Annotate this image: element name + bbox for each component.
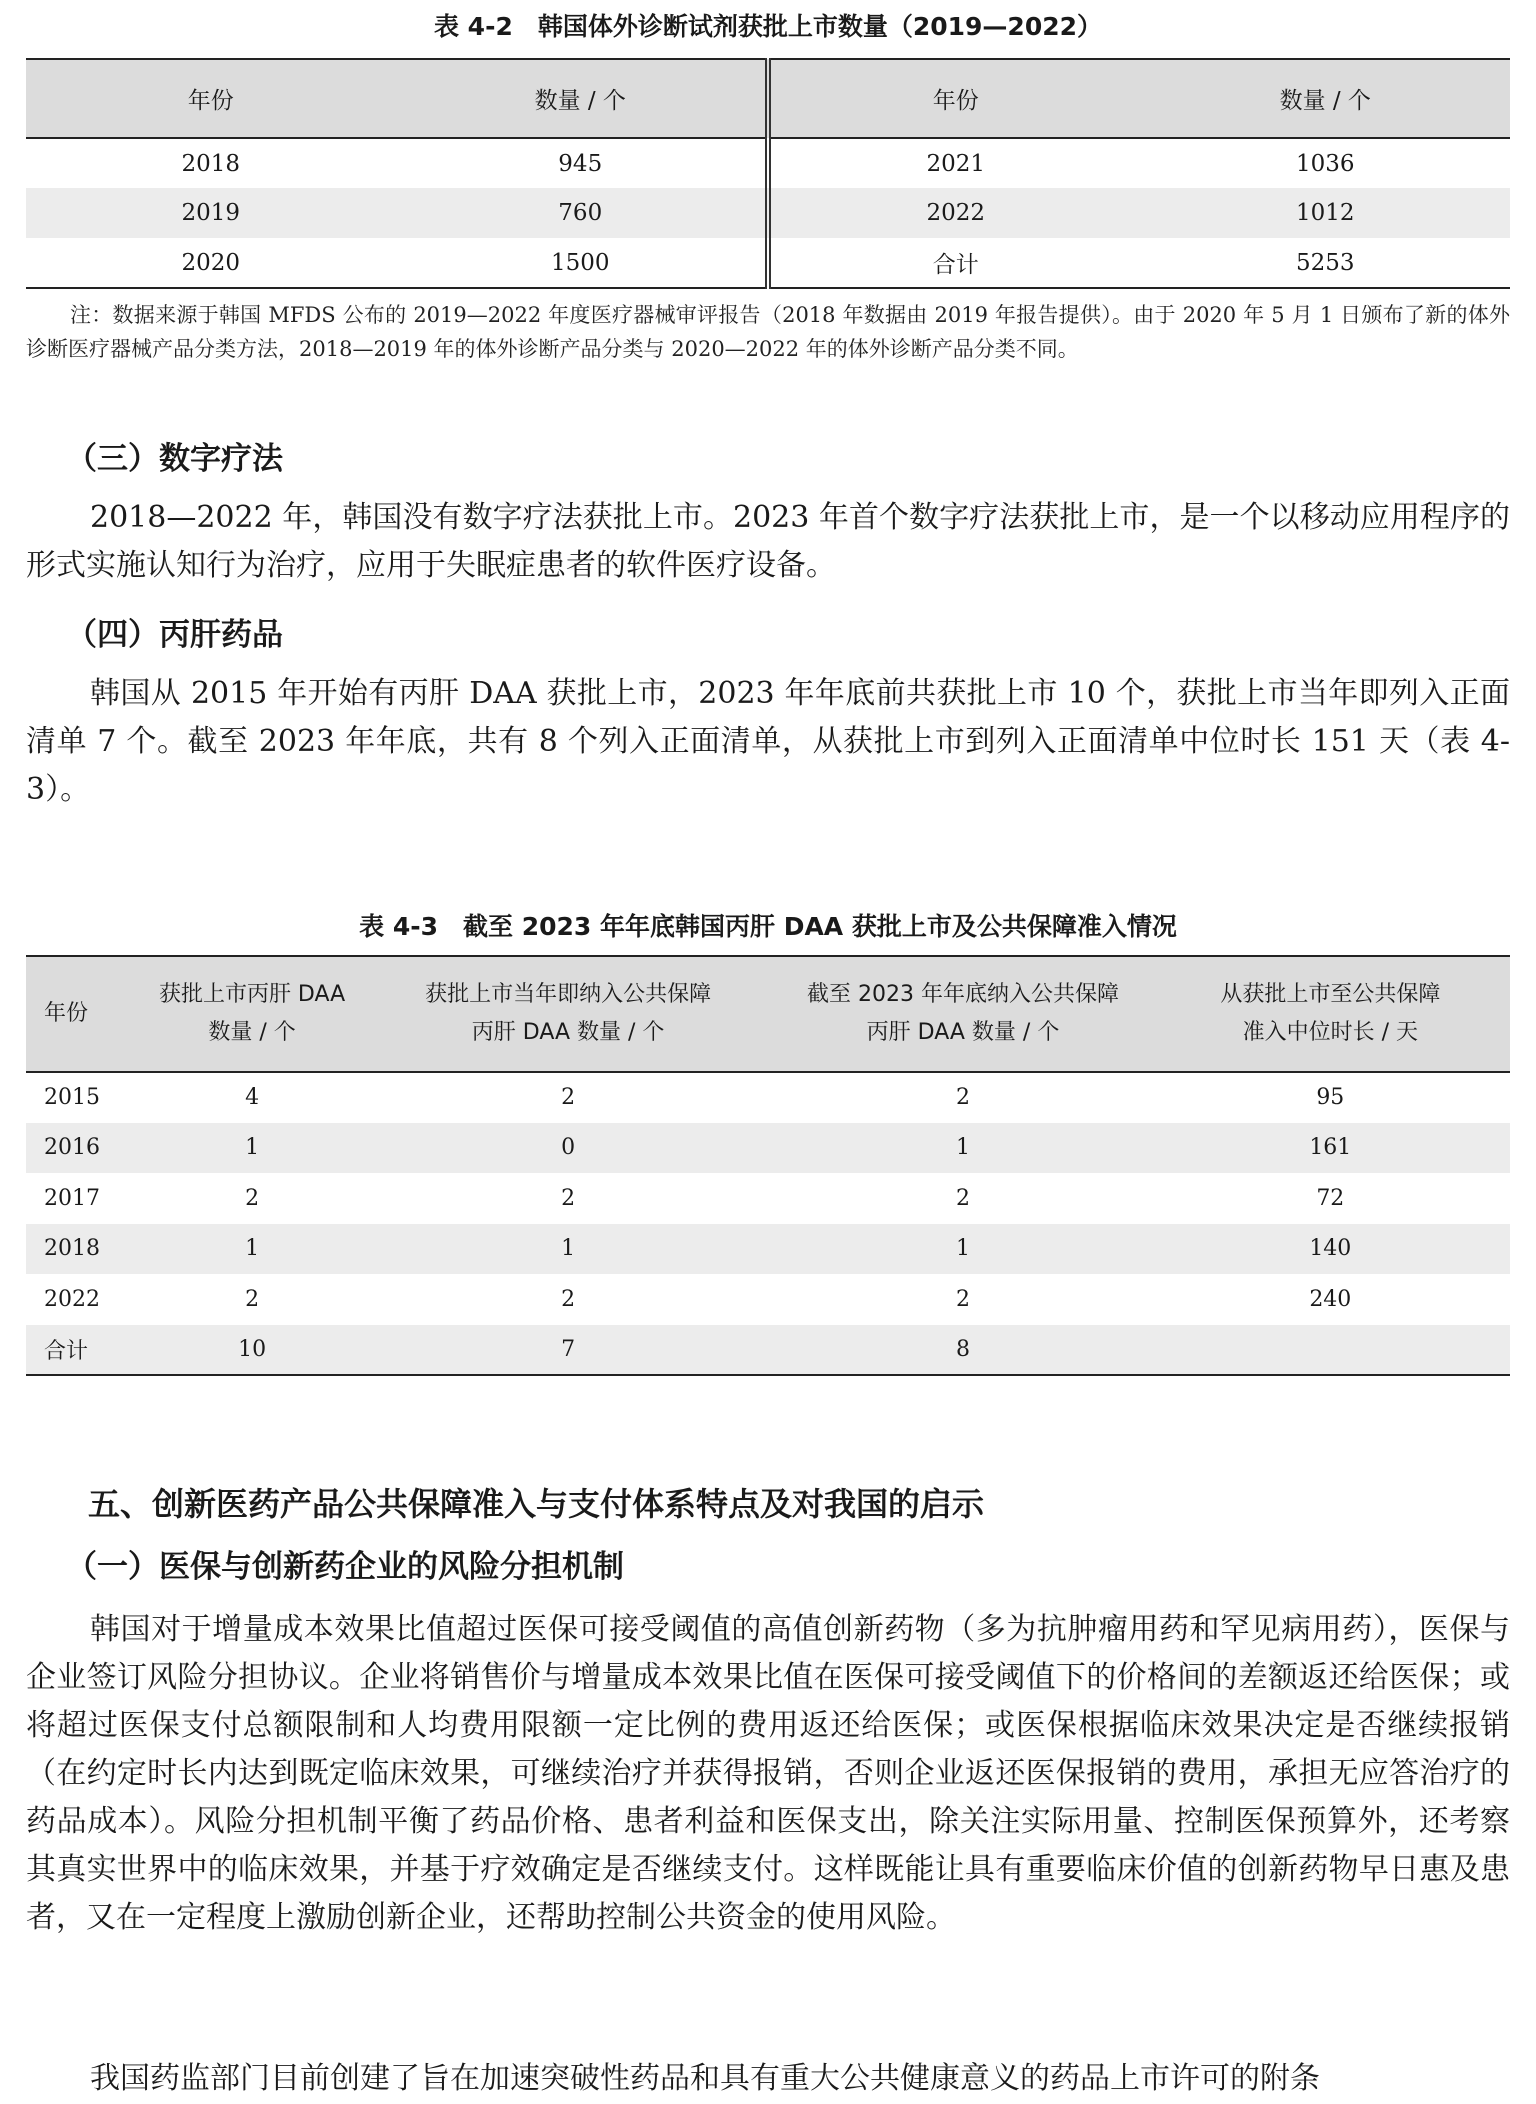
cell: 2 [561, 1286, 576, 1312]
cell: 7 [561, 1336, 576, 1362]
header-year: 年份 [26, 59, 396, 138]
table-row [26, 1173, 1510, 1224]
section-3-paragraph: 2018—2022 年，韩国没有数字疗法获批上市。2023 年首个数字疗法获批上市，是一个以移动应用程序的形式实施认知行为治疗，应用于失眠症患者的软件医疗设备。 [26, 500, 1510, 583]
section-4-paragraph: 韩国从 2015 年开始有丙肝 DAA 获批上市，2023 年年底前共获批上市 10 个，获批上市当年即列入正面清单 7 个。截至 2023 年年底，共有 8 个列入正面清单，从获批上市到列入正面清单中位时长 151 天（表 4-3）。 [26, 676, 1510, 807]
header-year: 年份 [768, 59, 1141, 138]
header-line: 获批上市丙肝 DAA [158, 982, 346, 1007]
table-header-row [26, 956, 1510, 1072]
cell: 2020 [181, 249, 241, 276]
cell: 2017 [44, 1185, 100, 1211]
cell: 2 [956, 1185, 970, 1211]
chapter-5-paragraph-1: 韩国对于增量成本效果比值超过医保可接受阈值的高值创新药物（多为抗肿瘤用药和罕见病用药），医保与企业签订风险分担协议。企业将销售价与增量成本效果比值在医保可接受阈值下的价格间的差额返还给医保；或将超过医保支付总额限制和人均费用限额一定比例的费用返还给医保；或医保根据临床效果决定是否继续报销（在约定时长内达到既定临床效果，可继续治疗并获得报销，否则企业返还医保报销的费用，承担无应答治疗的药品成本）。风险分担机制平衡了药品价格、患者利益和医保支出，除关注实际用量、控制医保预算外，还考察其真实世界中的临床效果，并基于疗效确定是否继续支付。这样既能让具有重要临床价值的创新药物早日惠及患者，又在一定程度上激励创新企业，还帮助控制公共资金的使用风险。 [26, 1612, 1510, 1935]
cell: 1500 [396, 238, 769, 288]
cell: 合计 [932, 252, 979, 278]
header-count: 数量 / 个 [396, 59, 769, 138]
section-3-heading: （三）数字疗法 [66, 441, 283, 477]
cell: 1 [956, 1236, 970, 1262]
header-line: 获批上市当年即纳入公共保障 [425, 982, 712, 1007]
cell: 240 [1309, 1286, 1352, 1312]
table-4-2-caption: 表 4-2 韩国体外诊断试剂获批上市数量（2019—2022） [433, 12, 1103, 41]
cell: 2016 [44, 1135, 100, 1161]
cell: 95 [1316, 1085, 1345, 1111]
cell: 1 [245, 1135, 260, 1161]
cell: 2 [245, 1185, 260, 1211]
header-median-days [1151, 956, 1510, 1072]
cell: 1012 [1295, 200, 1355, 226]
cell: 2022 [44, 1286, 100, 1312]
cell: 760 [396, 188, 769, 238]
chapter-5-heading: 五、创新医药产品公共保障准入与支付体系特点及对我国的启示 [88, 1485, 985, 1523]
header-line: 年份 [44, 1001, 89, 1026]
header-line: 数量 / 个 [208, 1020, 296, 1045]
cell: 1036 [1295, 150, 1355, 177]
cell: 2 [956, 1286, 970, 1312]
cell: 2022 [926, 200, 986, 226]
cell: 1 [561, 1236, 576, 1262]
header-line: 截至 2023 年年底纳入公共保障 [807, 982, 1119, 1007]
table-row [26, 138, 1510, 188]
table-row [26, 1072, 1510, 1123]
table-row [26, 238, 1510, 288]
chapter-5-sub1-heading: （一）医保与创新药企业的风险分担机制 [66, 1549, 624, 1585]
table-4-3-caption: 表 4-3 截至 2023 年年底韩国丙肝 DAA 获批上市及公共保障准入情况 [359, 912, 1177, 941]
cell: 2015 [44, 1085, 100, 1111]
header-line: 丙肝 DAA 数量 / 个 [866, 1020, 1060, 1045]
cell: 2 [245, 1286, 260, 1312]
cell: 2018 [181, 150, 241, 177]
cell: 2 [561, 1085, 576, 1111]
cell: 161 [1309, 1135, 1352, 1161]
table-row [26, 1325, 1510, 1376]
header-by-2023 [775, 956, 1150, 1072]
cell: 4 [245, 1085, 260, 1111]
cell: 2 [956, 1085, 970, 1111]
table-4-2 [26, 58, 1510, 289]
header-same-year [361, 956, 776, 1072]
table-row [26, 188, 1510, 238]
header-line: 准入中位时长 / 天 [1242, 1020, 1419, 1045]
cell: 2 [561, 1185, 576, 1211]
cell: 945 [396, 138, 769, 188]
table-row [26, 1123, 1510, 1174]
cell: 8 [956, 1336, 970, 1362]
header-approved [143, 956, 360, 1072]
table-4-2-note: 注：数据来源于韩国 MFDS 公布的 2019—2022 年度医疗器械审评报告（2018 年数据由 2019 年报告提供）。由于 2020 年 5 月 1 日颁布了新的体外诊断医疗器械产品分类方法，2018—2019 年的体外诊断产品分类与 2020—2022 年的体外诊断产品分类不同。 [26, 303, 1510, 361]
header-count: 数量 / 个 [1141, 59, 1511, 138]
section-4-heading: （四）丙肝药品 [66, 617, 283, 653]
header-year [26, 956, 143, 1072]
cell: 72 [1316, 1185, 1345, 1211]
cell: 0 [561, 1135, 576, 1161]
cell: 10 [238, 1336, 267, 1362]
cell: 140 [1309, 1236, 1352, 1262]
header-line: 丙肝 DAA 数量 / 个 [471, 1020, 665, 1045]
table-header-row [26, 59, 1510, 138]
table-4-3 [26, 955, 1510, 1376]
chapter-5-paragraph-2: 我国药监部门目前创建了旨在加速突破性药品和具有重大公共健康意义的药品上市许可的附条 [90, 2061, 1320, 2096]
cell: 2018 [44, 1236, 100, 1262]
cell: 1 [245, 1236, 260, 1262]
table-row [26, 1224, 1510, 1275]
cell: 合计 [44, 1338, 89, 1364]
table-row [26, 1274, 1510, 1325]
cell: 1 [956, 1135, 970, 1161]
cell: 2021 [926, 150, 986, 177]
cell: 2019 [181, 200, 241, 226]
header-line: 从获批上市至公共保障 [1220, 982, 1441, 1007]
cell: 5253 [1295, 249, 1355, 276]
cell [1151, 1325, 1510, 1376]
